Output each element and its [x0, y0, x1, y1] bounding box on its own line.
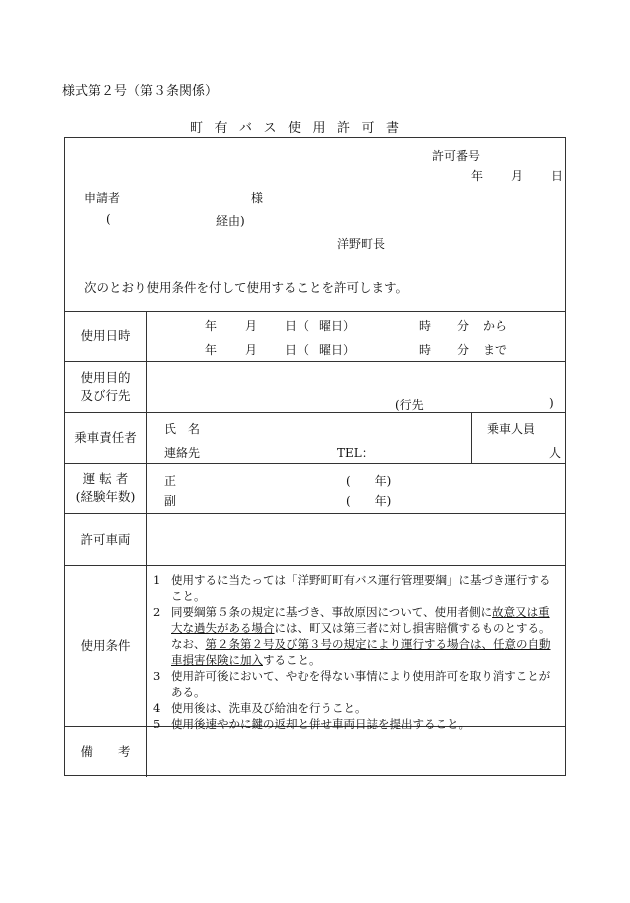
- riders-unit: 人: [549, 446, 562, 460]
- permit-number-label: 許可番号: [432, 149, 481, 163]
- end-weekday: 曜日）: [319, 343, 356, 357]
- name-label: 氏 名: [164, 422, 201, 436]
- condition-number: 3: [153, 669, 161, 683]
- applicant-label: 申請者: [84, 191, 121, 205]
- condition-text-part: 使用許可後において、やむを得ない事情により使用許可を取り消すことがある。: [171, 669, 551, 699]
- end-year: 年: [205, 343, 218, 357]
- title-char: 使: [288, 121, 303, 136]
- row-divider: [65, 463, 565, 464]
- responsible-label: 乗車責任者: [74, 430, 137, 445]
- via-label: 経由): [216, 214, 245, 228]
- start-weekday: 曜日）: [319, 319, 356, 333]
- condition-number: 1: [153, 573, 161, 587]
- sub-driver-label: 副: [164, 494, 177, 508]
- condition-text: [171, 572, 558, 604]
- destination-close: ): [549, 396, 554, 410]
- title-char: 許: [337, 121, 352, 136]
- title-char: 書: [386, 121, 401, 136]
- condition-text-part: 使用後速やかに鍵の返却と併せ車両日誌を提出すること。: [171, 717, 470, 731]
- row-divider: [65, 311, 565, 312]
- datetime-label: 使用日時: [80, 328, 131, 343]
- condition-text: [171, 668, 558, 700]
- row-divider: [65, 565, 565, 566]
- purpose-label: [65, 369, 146, 405]
- title-char: ス: [263, 121, 278, 136]
- issue-date-month: 月: [511, 169, 524, 183]
- row-divider: [65, 513, 565, 514]
- issue-date-day: 日: [551, 169, 564, 183]
- condition-number: 5: [153, 717, 161, 731]
- main-driver-years: ( 年): [346, 474, 392, 488]
- condition-item: [153, 668, 558, 700]
- driver-label-line2: (経験年数): [75, 489, 136, 504]
- condition-item: [153, 572, 558, 604]
- condition-text: [171, 604, 558, 668]
- title-char: バ: [239, 121, 254, 136]
- document-title: [190, 117, 411, 136]
- riders-column-divider: [471, 412, 472, 463]
- end-minute: 分: [457, 343, 470, 357]
- label-column-divider: [146, 311, 147, 777]
- issue-date-year: 年: [471, 169, 484, 183]
- permit-form-table: [64, 137, 566, 776]
- title-char: 用: [312, 121, 327, 136]
- permit-statement: 次のとおり使用条件を付して使用することを許可します。: [84, 280, 409, 295]
- contact-label: 連絡先: [164, 446, 201, 460]
- via-open-paren: (: [106, 212, 111, 226]
- row-divider: [65, 361, 565, 362]
- purpose-label-line2: 及び行先: [80, 388, 131, 403]
- title-char: 可: [361, 121, 376, 136]
- end-month: 月: [245, 343, 258, 357]
- end-suffix: まで: [483, 343, 508, 357]
- condition-text: [171, 716, 558, 732]
- condition-text-part: には、町又は第三者に対し損害賠償するものとする。なお、: [171, 621, 551, 651]
- form-number-label: 様式第２号（第３条関係）: [62, 84, 219, 99]
- condition-number: 2: [153, 605, 161, 619]
- start-day: 日（: [285, 319, 310, 333]
- condition-item: [153, 700, 558, 716]
- start-suffix: から: [483, 319, 508, 333]
- sub-driver-years: ( 年): [346, 494, 392, 508]
- condition-text-part: 使用後は、洗車及び給油を行うこと。: [171, 701, 367, 715]
- end-day: 日（: [285, 343, 310, 357]
- condition-number: 4: [153, 701, 161, 715]
- condition-text-part: すること。: [263, 653, 321, 667]
- title-char: 町: [190, 121, 205, 136]
- start-year: 年: [205, 319, 218, 333]
- end-hour: 時: [419, 343, 432, 357]
- conditions-label: 使用条件: [80, 638, 131, 653]
- start-hour: 時: [419, 319, 432, 333]
- purpose-label-line1: 使用目的: [80, 370, 131, 385]
- start-month: 月: [245, 319, 258, 333]
- condition-text-part: 使用するに当たっては「洋野町町有バス運行管理要綱」に基づき運行すること。: [171, 573, 551, 603]
- riders-label: 乗車人員: [487, 422, 536, 436]
- main-driver-label: 正: [164, 474, 177, 488]
- conditions-list: [153, 572, 558, 732]
- driver-label: [65, 470, 146, 506]
- vehicle-label: 許可車両: [80, 532, 131, 547]
- condition-text-underlined: 第２条第２号及び第３号の規定により運行する場合は、任意の自動車損害保険に加入: [171, 637, 551, 667]
- destination-open: (行先: [395, 398, 424, 412]
- issuer-name: 洋野町長: [337, 237, 386, 251]
- title-char: 有: [214, 121, 229, 136]
- driver-label-line1: 運 転 者: [82, 471, 129, 486]
- remarks-label: 備 考: [80, 744, 131, 759]
- condition-item: [153, 716, 558, 732]
- row-divider: [65, 412, 565, 413]
- applicant-honorific: 様: [251, 191, 264, 205]
- condition-text-underlined: 故意又は重大な過失がある場合: [171, 605, 550, 635]
- condition-item: [153, 604, 558, 668]
- condition-text: [171, 700, 558, 716]
- start-minute: 分: [457, 319, 470, 333]
- condition-text-part: 同要綱第５条の規定に基づき、事故原因について、使用者側に: [171, 605, 493, 619]
- tel-label: TEL：: [337, 446, 374, 460]
